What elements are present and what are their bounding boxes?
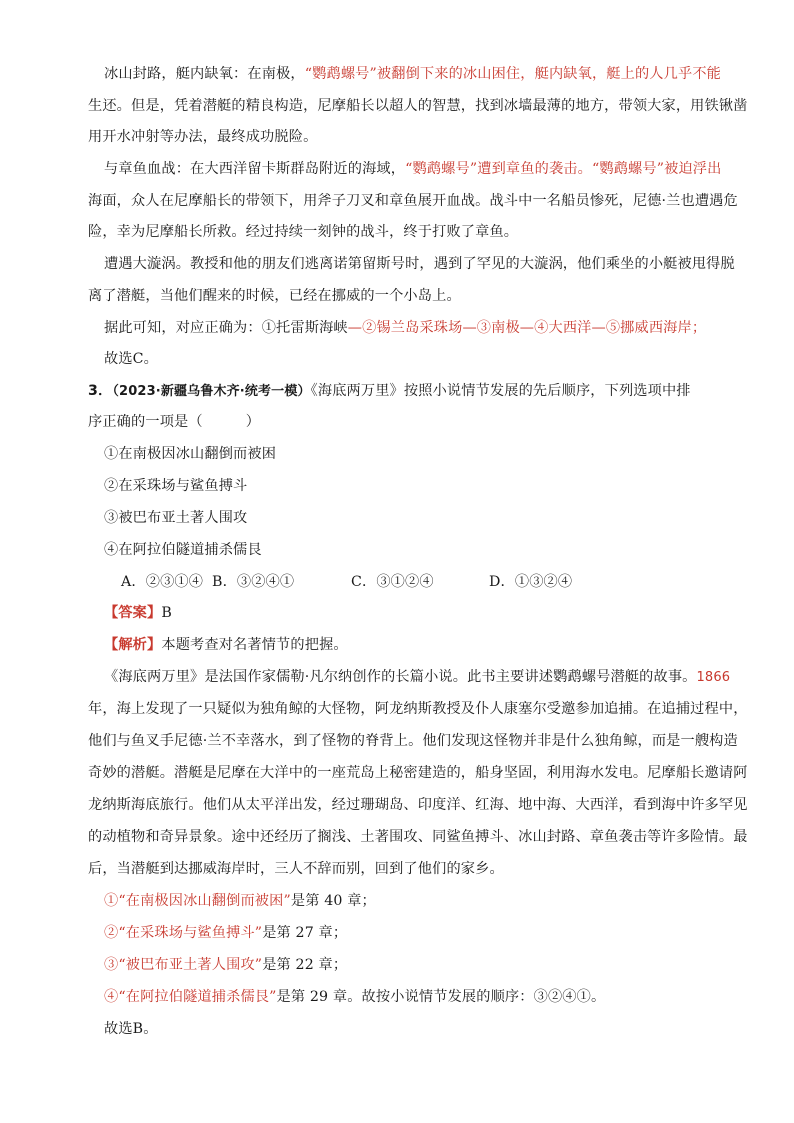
question-stem-text: 《海底两万里》按照小说情节发展的先后顺序，下列选项中排 (310, 383, 691, 399)
chapter-quote: “在采珠场与鲨鱼搏斗” (118, 925, 263, 941)
conclusion-line (104, 318, 706, 338)
chapter-number-text: 是第 40 章； (290, 893, 376, 909)
summary-line-3: 他们与鱼叉手尼德·兰不幸落水，到了怪物的脊背上。他们发现这怪物并非是什么独角鲸，而是一艘构造 (88, 733, 738, 749)
summary-lead: 《海底两万里》是法国作家儒勒·凡尔纳创作的长篇小说。此书主要讲述鹦鹉螺号潜艇的故事。 (104, 669, 697, 685)
paragraph-ice-lead: 冰山封路，艇内缺氧：在南极， (104, 66, 305, 82)
option-a: A．②③①④ (121, 574, 204, 590)
summary-year: 1866 (696, 670, 731, 685)
summary-line-7: 后，当潜艇到达挪威海岸时，三人不辞而别，回到了他们的家乡。 (88, 861, 504, 877)
paragraph-maelstrom-line-1: 遭遇大漩涡。教授和他的朋友们逃离诺第留斯号时，遇到了罕见的大漩涡，他们乘坐的小艇被甩得脱 (104, 256, 735, 272)
chapter-quote: “被巴布亚土著人围攻” (118, 957, 263, 973)
paragraph-ice-line-2: 生还。但是，凭着潜艇的精良构造，尼摩船长以超人的智慧，找到冰墙最薄的地方，带领大家，用铁锹凿 (88, 98, 748, 114)
choose-b-line: 故选B。 (104, 1021, 158, 1037)
chapter-quote: “在南极因冰山翻倒而被困” (118, 893, 291, 909)
summary-line-4: 奇妙的潜艇。潜艇是尼摩在大洋中的一座荒岛上秘密建造的，船身坚固，利用海水发电。尼摩船长邀请阿 (88, 765, 748, 781)
option-b: B．③②④① (212, 574, 295, 590)
answer-label: 【答案】 (104, 605, 162, 621)
chapter-line-3 (104, 955, 347, 975)
summary-line-6: 的动植物和奇异景象。途中还经历了搁浅、土著围攻、同鲨鱼搏斗、冰山封路、章鱼袭击等许多险情。最 (88, 829, 748, 845)
analysis-line (104, 635, 348, 655)
paragraph-octopus-highlight: “鹦鹉螺号”遭到章鱼的袭击。“鹦鹉螺号”被迫浮出 (405, 161, 722, 177)
question-item-1: ①在南极因冰山翻倒而被困 (104, 446, 277, 462)
option-c: C．③①②④ (351, 574, 434, 590)
answer-value: B (161, 605, 172, 621)
summary-line-1 (104, 667, 730, 688)
chapter-mark: ② (104, 925, 119, 941)
chapter-mark: ④ (104, 989, 119, 1005)
paragraph-maelstrom-line-2: 离了潜艇，当他们醒来的时候，已经在挪威的一个小岛上。 (88, 288, 461, 304)
chapter-line-2 (104, 923, 347, 943)
option-d: D．①③②④ (489, 574, 573, 590)
paragraph-ice-highlight: “鹦鹉螺号”被翻倒下来的冰山困住，艇内缺氧，艇上的人几乎不能 (304, 66, 721, 82)
answer-line (104, 603, 172, 623)
paragraph-octopus-lead: 与章鱼血战：在大西洋留卡斯群岛附近的海域， (104, 161, 406, 177)
question-item-4: ④在阿拉伯隧道捕杀儒艮 (104, 542, 262, 558)
question-item-2: ②在采珠场与鲨鱼搏斗 (104, 478, 248, 494)
summary-line-5: 龙纳斯海底旅行。他们从太平洋出发，经过珊瑚岛、印度洋、红海、地中海、大西洋，看到海中许多罕见 (88, 797, 748, 813)
question-item-3: ③被巴布亚土著人围攻 (104, 510, 248, 526)
question-source: （2023·新疆乌鲁木齐·统考一模） (112, 384, 311, 399)
question-3-stem-line-1 (88, 381, 691, 402)
paragraph-octopus-line-2: 海面，众人在尼摩船长的带领下，用斧子刀叉和章鱼展开血战。战斗中一名船员惨死，尼德·兰也遭遇危 (88, 193, 738, 209)
question-3-stem-line-2: 序正确的一项是（ ） (88, 414, 261, 430)
chapter-number-text: 是第 29 章。故按小说情节发展的顺序：③②④①。 (276, 989, 606, 1005)
chapter-mark: ③ (104, 957, 119, 973)
paragraph-ice-line-3: 用开水冲射等办法，最终成功脱险。 (88, 129, 318, 145)
choose-c-line: 故选C。 (104, 351, 159, 367)
chapter-mark: ① (104, 893, 119, 909)
conclusion-highlight: —②锡兰岛采珠场—③南极—④大西洋—⑤挪威西海岸； (347, 320, 707, 336)
chapter-line-1 (104, 891, 376, 911)
chapter-number-text: 是第 22 章； (262, 957, 348, 973)
analysis-text: 本题考查对名著情节的把握。 (161, 637, 348, 653)
chapter-quote: “在阿拉伯隧道捕杀儒艮” (118, 989, 277, 1005)
chapter-line-4 (104, 987, 605, 1007)
paragraph-octopus-line-1 (104, 159, 721, 179)
summary-line-2: 年，海上发现了一只疑似为独角鲸的大怪物，阿龙纳斯教授及仆人康塞尔受邀参加追捕。在追捕过程中， (88, 701, 748, 717)
paragraph-octopus-line-3: 险，幸为尼摩船长所救。经过持续一刻钟的战斗，终于打败了章鱼。 (88, 224, 519, 240)
paragraph-ice-line-1 (104, 64, 721, 84)
question-number: 3． (88, 383, 113, 399)
conclusion-lead: 据此可知，对应正确为：①托雷斯海峡 (104, 320, 348, 336)
chapter-number-text: 是第 27 章； (262, 925, 348, 941)
analysis-label: 【解析】 (104, 637, 162, 653)
